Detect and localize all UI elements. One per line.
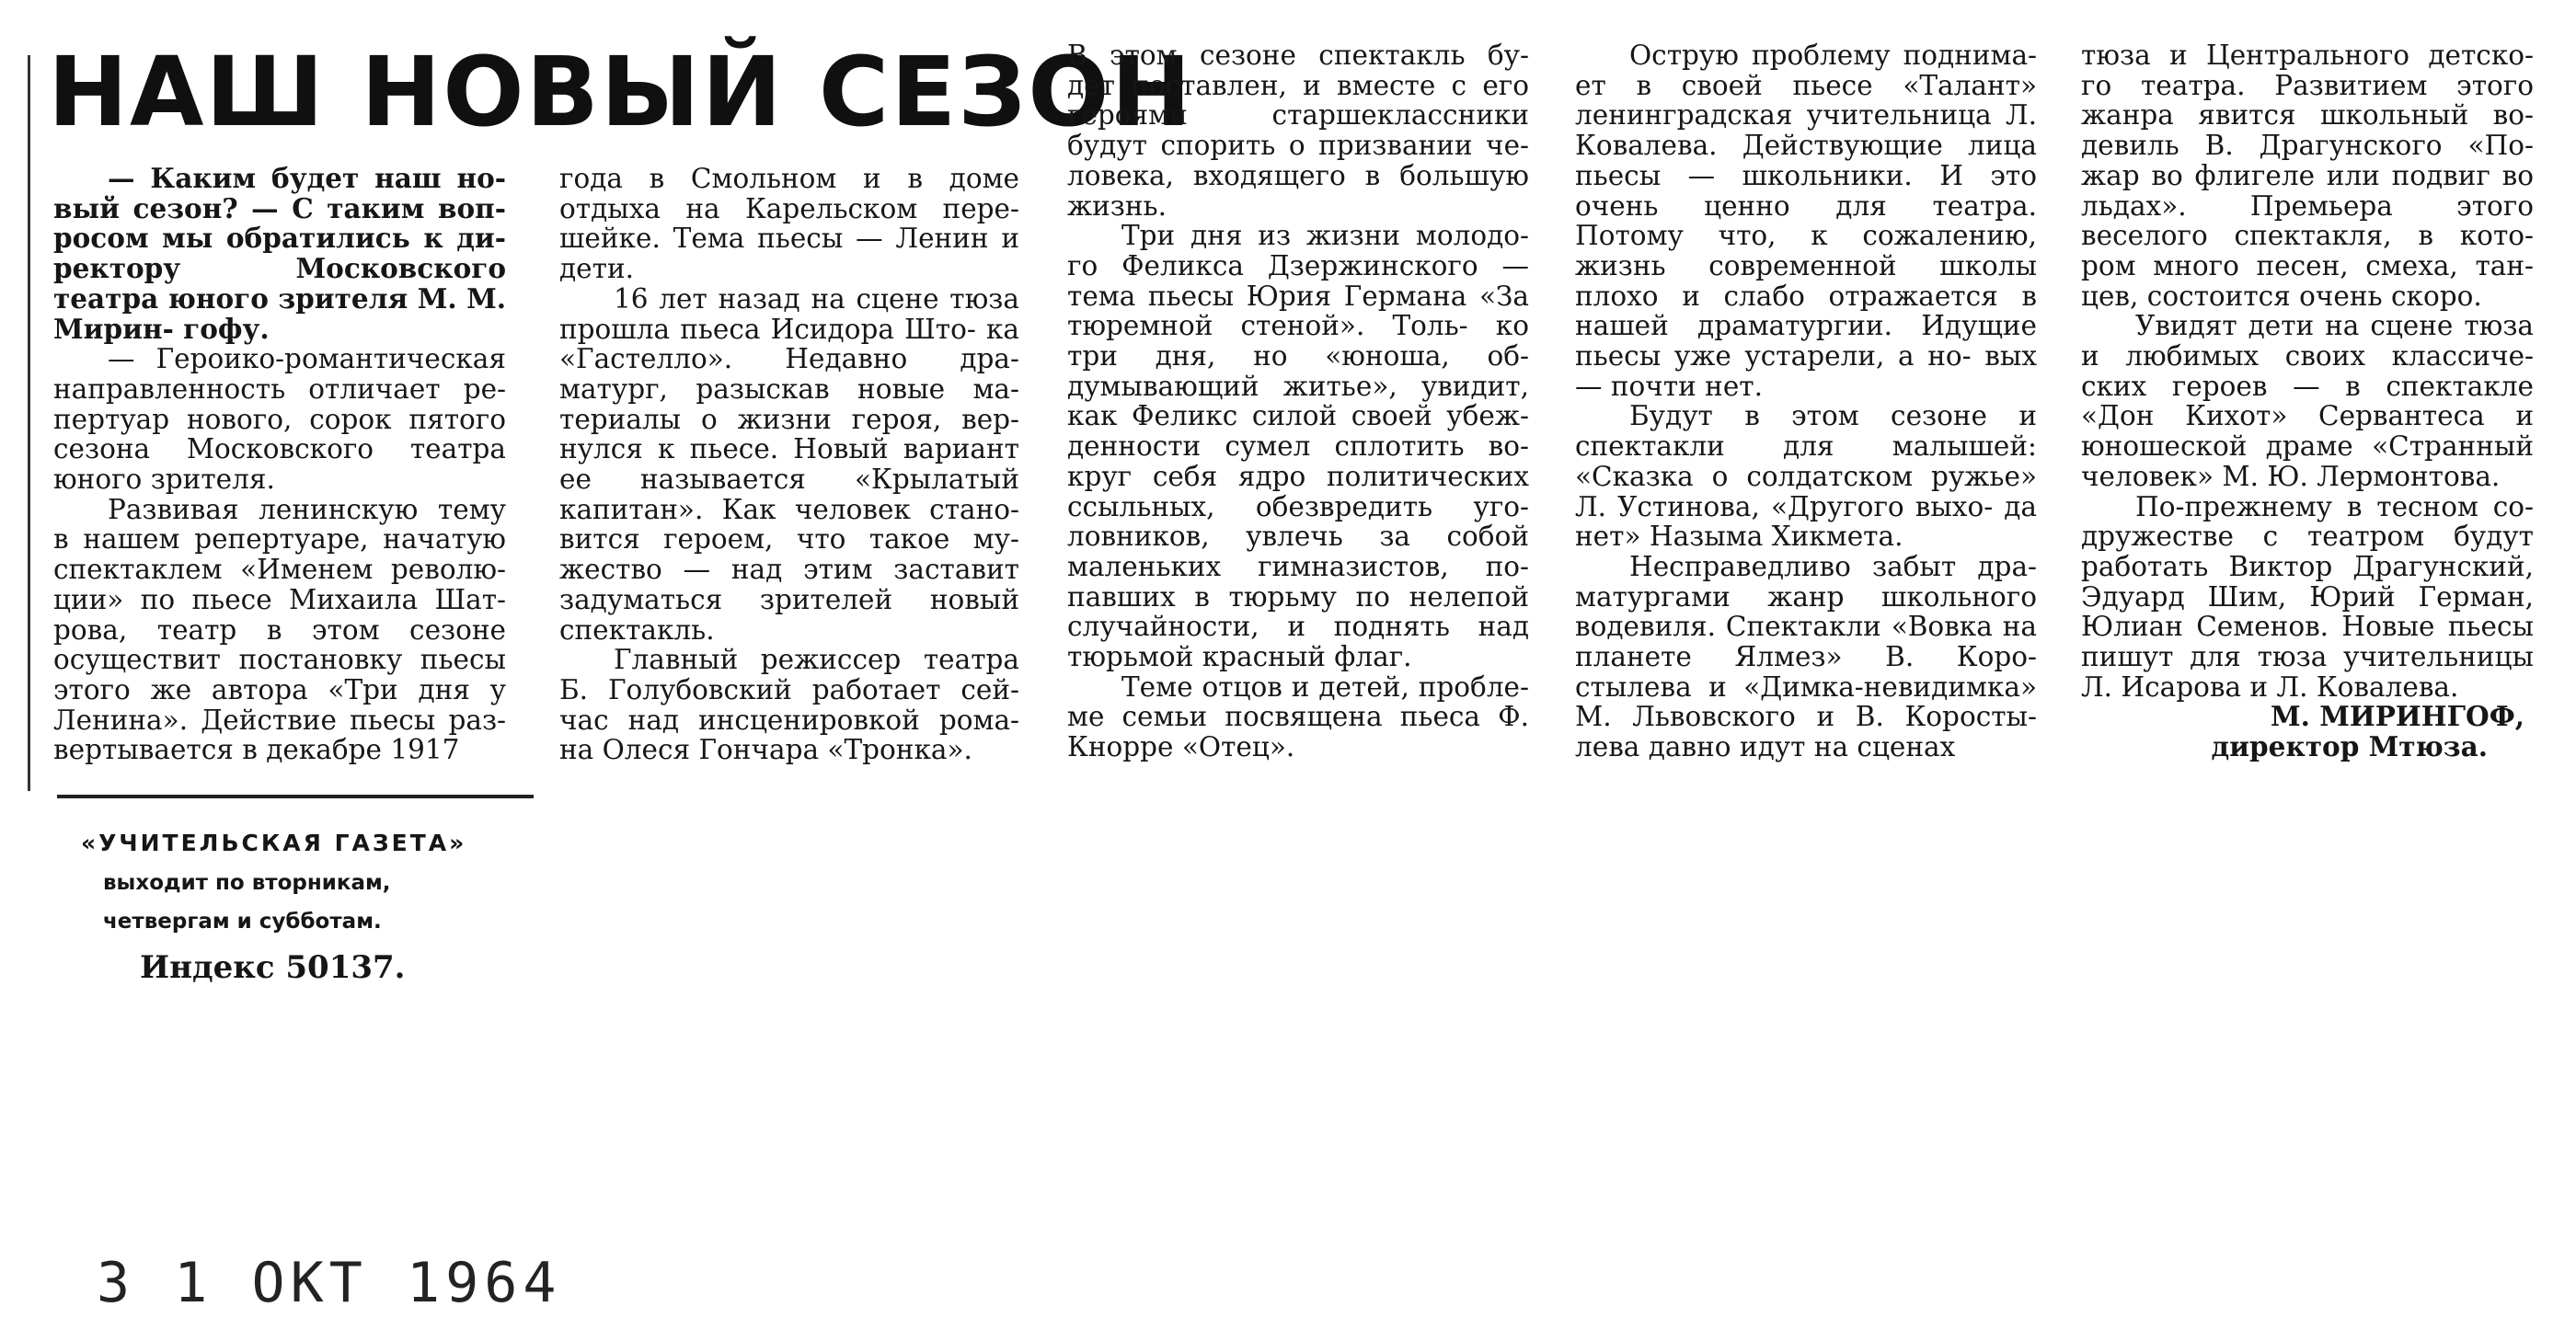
article-column-4 bbox=[1575, 40, 2037, 762]
author-role: директор Мтюза. bbox=[2211, 730, 2488, 763]
paragraph: 16 лет назад на сцене тюза прошла пьеса Исидора Што- ка «Гастелло». Недавно дра- матург, разыскав новые ма- териалы о жизни героя, вер- нулся к пьесе. Новый вариант ее называется «Крылатый капитан». Как человек стано- вится героем, что такое му- жество — над этим заставит задуматься зрителей новый спектакль. bbox=[559, 282, 1019, 646]
paragraph: Несправедливо забыт дра- матургами жанр школьного водевиля. Спектакли «Вовка на планете Ялмез» В. Коро- стылева и «Димка-невидимка» М. Львовского и В. Короcты- лева давно идут на сценах bbox=[1575, 550, 2037, 763]
paragraph: В этом сезоне спектакль бу- дет поставлен, и вместе с его героями старшеклассники будут спорить о призвании че- ловека, входящего в большую жизнь. bbox=[1067, 40, 1529, 222]
paragraph: Главный режиссер театра Б. Голубовский работает сей- час над инсценировкой рома- на Олеся Гончара «Тронка». bbox=[559, 644, 1019, 766]
interview-question: — Каким будет наш но- вый сезон? — С таким воп- росом мы обратились к ди- ректору Московского театра юного зрителя М. М. Мирин- гофу. bbox=[53, 162, 506, 345]
paragraph: Три дня из жизни молодо- го Феликса Дзержинского — тема пьесы Юрия Германа «За тюремной стеной». Толь- ко три дня, но «юноша, об- думывающий житье», увидит, как Феликс силой своей убеж- денности сумел сплотить во- круг себя ядро политических ссыльных, обезвредить уго- ловников, увлечь за собой маленьких гимназистов, по- павших в тюрьму по нелепой случайности, и поднять над тюрьмой красный флаг. bbox=[1067, 220, 1529, 673]
article-column-1 bbox=[53, 164, 506, 765]
author-signature: М. МИРИНГОФ, bbox=[2271, 700, 2524, 733]
subscription-index: Индекс 50137. bbox=[140, 949, 406, 986]
newspaper-name: «УЧИТЕЛЬСКАЯ ГАЗЕТА» bbox=[81, 830, 467, 856]
publication-schedule: выходит по вторникам, bbox=[103, 871, 391, 895]
paragraph: Увидят дети на сцене тюза и любимых своих классиче- ских героев — в спектакле «Дон Кихот» Сервантеса и юношеской драме «Странный человек» М. Ю. Лермонтова. bbox=[2081, 310, 2534, 492]
masthead-divider bbox=[57, 795, 534, 798]
article-column-2 bbox=[559, 164, 1019, 765]
paragraph: Будут в этом сезоне и спектакли для малышей: «Сказка о солдатском ружье» Л. Устинова, «Другого выхо- да нет» Назыма Хикмета. bbox=[1575, 400, 2037, 553]
article-column-3 bbox=[1067, 40, 1529, 762]
paragraph: тюза и Центрального детско- го театра. Развитием этого жанра явится школьный во- девиль В. Драгунского «По- жар во флигеле или подвиг во льдах». Премьера этого веселого спектакля, в кото- ром много песен, смеха, тан- цев, состоится очень скоро. bbox=[2081, 40, 2534, 312]
publication-schedule: четвергам и субботам. bbox=[103, 910, 382, 934]
article-headline: НАШ НОВЫЙ СЕЗОН bbox=[48, 36, 1193, 148]
left-margin-rule bbox=[28, 55, 30, 791]
paragraph: — Героико-романтическая направленность отличает ре- пертуар нового, сорок пятого сезона Московского театра юного зрителя. bbox=[53, 343, 506, 496]
paragraph: Развивая ленинскую тему в нашем репертуаре, начатую спектаклем «Именем револю- ции» по пьесе Михаила Шат- рова, театр в этом сезоне осуществит постановку пьесы этого же автора «Три дня у Ленина». Действие пьесы раз- вертывается в декабре 1917 bbox=[53, 493, 506, 766]
paragraph: По-прежнему в тесном со- дружестве с театром будут работать Виктор Драгунский, Эдуард Шим, Юрий Герман, Юлиан Семенов. Новые пьесы пишут для тюза учительницы Л. Исарова и Л. Ковалева. bbox=[2081, 490, 2534, 703]
paragraph: Теме отцов и детей, пробле- ме семьи посвящена пьеса Ф. Кнорре «Отец». bbox=[1067, 670, 1529, 763]
date-stamp: 3 1 ОКТ 1964 bbox=[97, 1251, 562, 1315]
paragraph: Острую проблему поднима- ет в своей пьесе «Талант» ленинградская учительница Л. Ковалева. Действующие лица пьесы — школьники. И это очень ценно для театра. Потому что, к сожалению, жизнь современной школы плохо и слабо отражается в нашей драматургии. Идущие пьесы уже устарели, а но- вых — почти нет. bbox=[1575, 40, 2037, 402]
newspaper-masthead bbox=[81, 824, 596, 987]
article-column-5 bbox=[2081, 40, 2534, 762]
paragraph: года в Смольном и в доме отдыха на Карельском пере- шейке. Тема пьесы — Ленин и дети. bbox=[559, 163, 1019, 285]
